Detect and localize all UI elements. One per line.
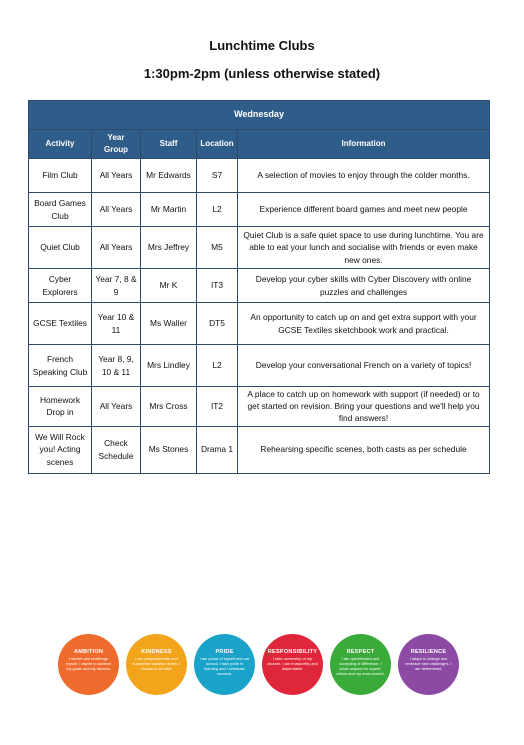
value-text: I take ownership of my choices. I am trustworthy and dependable. (267, 656, 318, 671)
value-title: RESPONSIBILITY (267, 649, 318, 655)
table-row (29, 387, 490, 427)
staff-cell: Ms Stones (141, 426, 197, 473)
day-header: Wednesday (29, 101, 490, 130)
information-cell: An opportunity to catch up on and get extra support with your GCSE Textiles sketchbook work and practical. (238, 303, 490, 345)
value-title: AMBITION (73, 649, 104, 655)
year-group-cell: All Years (92, 227, 141, 269)
value-text: I adapt to change and embrace new challenges. I am determined. (405, 656, 452, 671)
year-group-cell: Year 8, 9, 10 & 11 (92, 345, 141, 387)
table-row (29, 269, 490, 303)
header-staff: Staff (141, 130, 197, 159)
page-subtitle: 1:30pm-2pm (unless otherwise stated) (143, 66, 381, 81)
staff-cell: Mr K (141, 269, 197, 303)
location-cell: L2 (197, 193, 238, 227)
information-cell: Develop your cyber skills with Cyber Discovery with online puzzles and challenges (238, 269, 490, 303)
header-location: Location (197, 130, 238, 159)
value-circle-pride (194, 634, 255, 695)
location-cell: IT2 (197, 387, 238, 427)
year-group-cell: Year 10 & 11 (92, 303, 141, 345)
school-values-banner (58, 634, 461, 696)
location-cell: M5 (197, 227, 238, 269)
value-circle-ambition (58, 634, 119, 695)
header-information: Information (238, 130, 490, 159)
value-text: I am proud of myself and our school. I take pride in learning and I celebrate success. (199, 656, 250, 676)
value-title: PRIDE (215, 649, 234, 655)
information-cell: Experience different board games and meet new people (238, 193, 490, 227)
location-cell: Drama 1 (197, 426, 238, 473)
value-circle-responsibility (262, 634, 323, 695)
value-title: KINDNESS (141, 649, 172, 655)
table-row (29, 227, 490, 269)
activity-cell: Homework Drop in (29, 387, 92, 427)
location-cell: S7 (197, 159, 238, 193)
year-group-cell: All Years (92, 193, 141, 227)
value-title: RESILIENCE (410, 649, 447, 655)
value-circle-kindness (126, 634, 187, 695)
activity-cell: Film Club (29, 159, 92, 193)
staff-cell: Mr Edwards (141, 159, 197, 193)
year-group-cell: Year 7, 8 & 9 (92, 269, 141, 303)
value-text: I am compassionate and supportive towards others. I choose to be kind. (132, 656, 181, 671)
staff-cell: Ms Waller (141, 303, 197, 345)
year-group-cell: All Years (92, 159, 141, 193)
value-text: I stretch and challenge myself. I aspire to achieve my goals and my dreams. (66, 656, 111, 671)
location-cell: L2 (197, 345, 238, 387)
staff-cell: Mr Martin (141, 193, 197, 227)
information-cell: Develop your conversational French on a variety of topics! (238, 345, 490, 387)
location-cell: IT3 (197, 269, 238, 303)
information-cell: Rehearsing specific scenes, both casts as per schedule (238, 426, 490, 473)
table-row (29, 193, 490, 227)
information-cell: Quiet Club is a safe quiet space to use during lunchtime. You are able to eat your lunch and socialise with friends or even make new ones. (238, 227, 490, 269)
table-row (29, 159, 490, 193)
activity-cell: French Speaking Club (29, 345, 92, 387)
information-cell: A place to catch up on homework with support (if needed) or to get started on revision. Bring your questions and we'll help you find answers! (238, 387, 490, 427)
table-row (29, 426, 490, 473)
activity-cell: Quiet Club (29, 227, 92, 269)
value-circle-resilience (398, 634, 459, 695)
page-title: Lunchtime Clubs (209, 38, 315, 53)
activity-cell: Cyber Explorers (29, 269, 92, 303)
location-cell: DT5 (197, 303, 238, 345)
year-group-cell: All Years (92, 387, 141, 427)
staff-cell: Mrs Lindley (141, 345, 197, 387)
table-row (29, 303, 490, 345)
activity-cell: We Will Rock you! Acting scenes (29, 426, 92, 473)
information-cell: A selection of movies to enjoy through the colder months. (238, 159, 490, 193)
column-headers (29, 130, 490, 159)
activity-cell: GCSE Textiles (29, 303, 92, 345)
clubs-table (28, 100, 490, 474)
staff-cell: Mrs Cross (141, 387, 197, 427)
header-activity: Activity (29, 130, 92, 159)
table-row (29, 345, 490, 387)
staff-cell: Mrs Jeffrey (141, 227, 197, 269)
header-year-group: Year Group (92, 130, 141, 159)
value-circle-respect (330, 634, 391, 695)
value-text: I am openminded and accepting of difference. I show respect for myself, others and my environment. (336, 656, 385, 676)
year-group-cell: Check Schedule (92, 426, 141, 473)
value-title: RESPECT (346, 649, 375, 655)
activity-cell: Board Games Club (29, 193, 92, 227)
